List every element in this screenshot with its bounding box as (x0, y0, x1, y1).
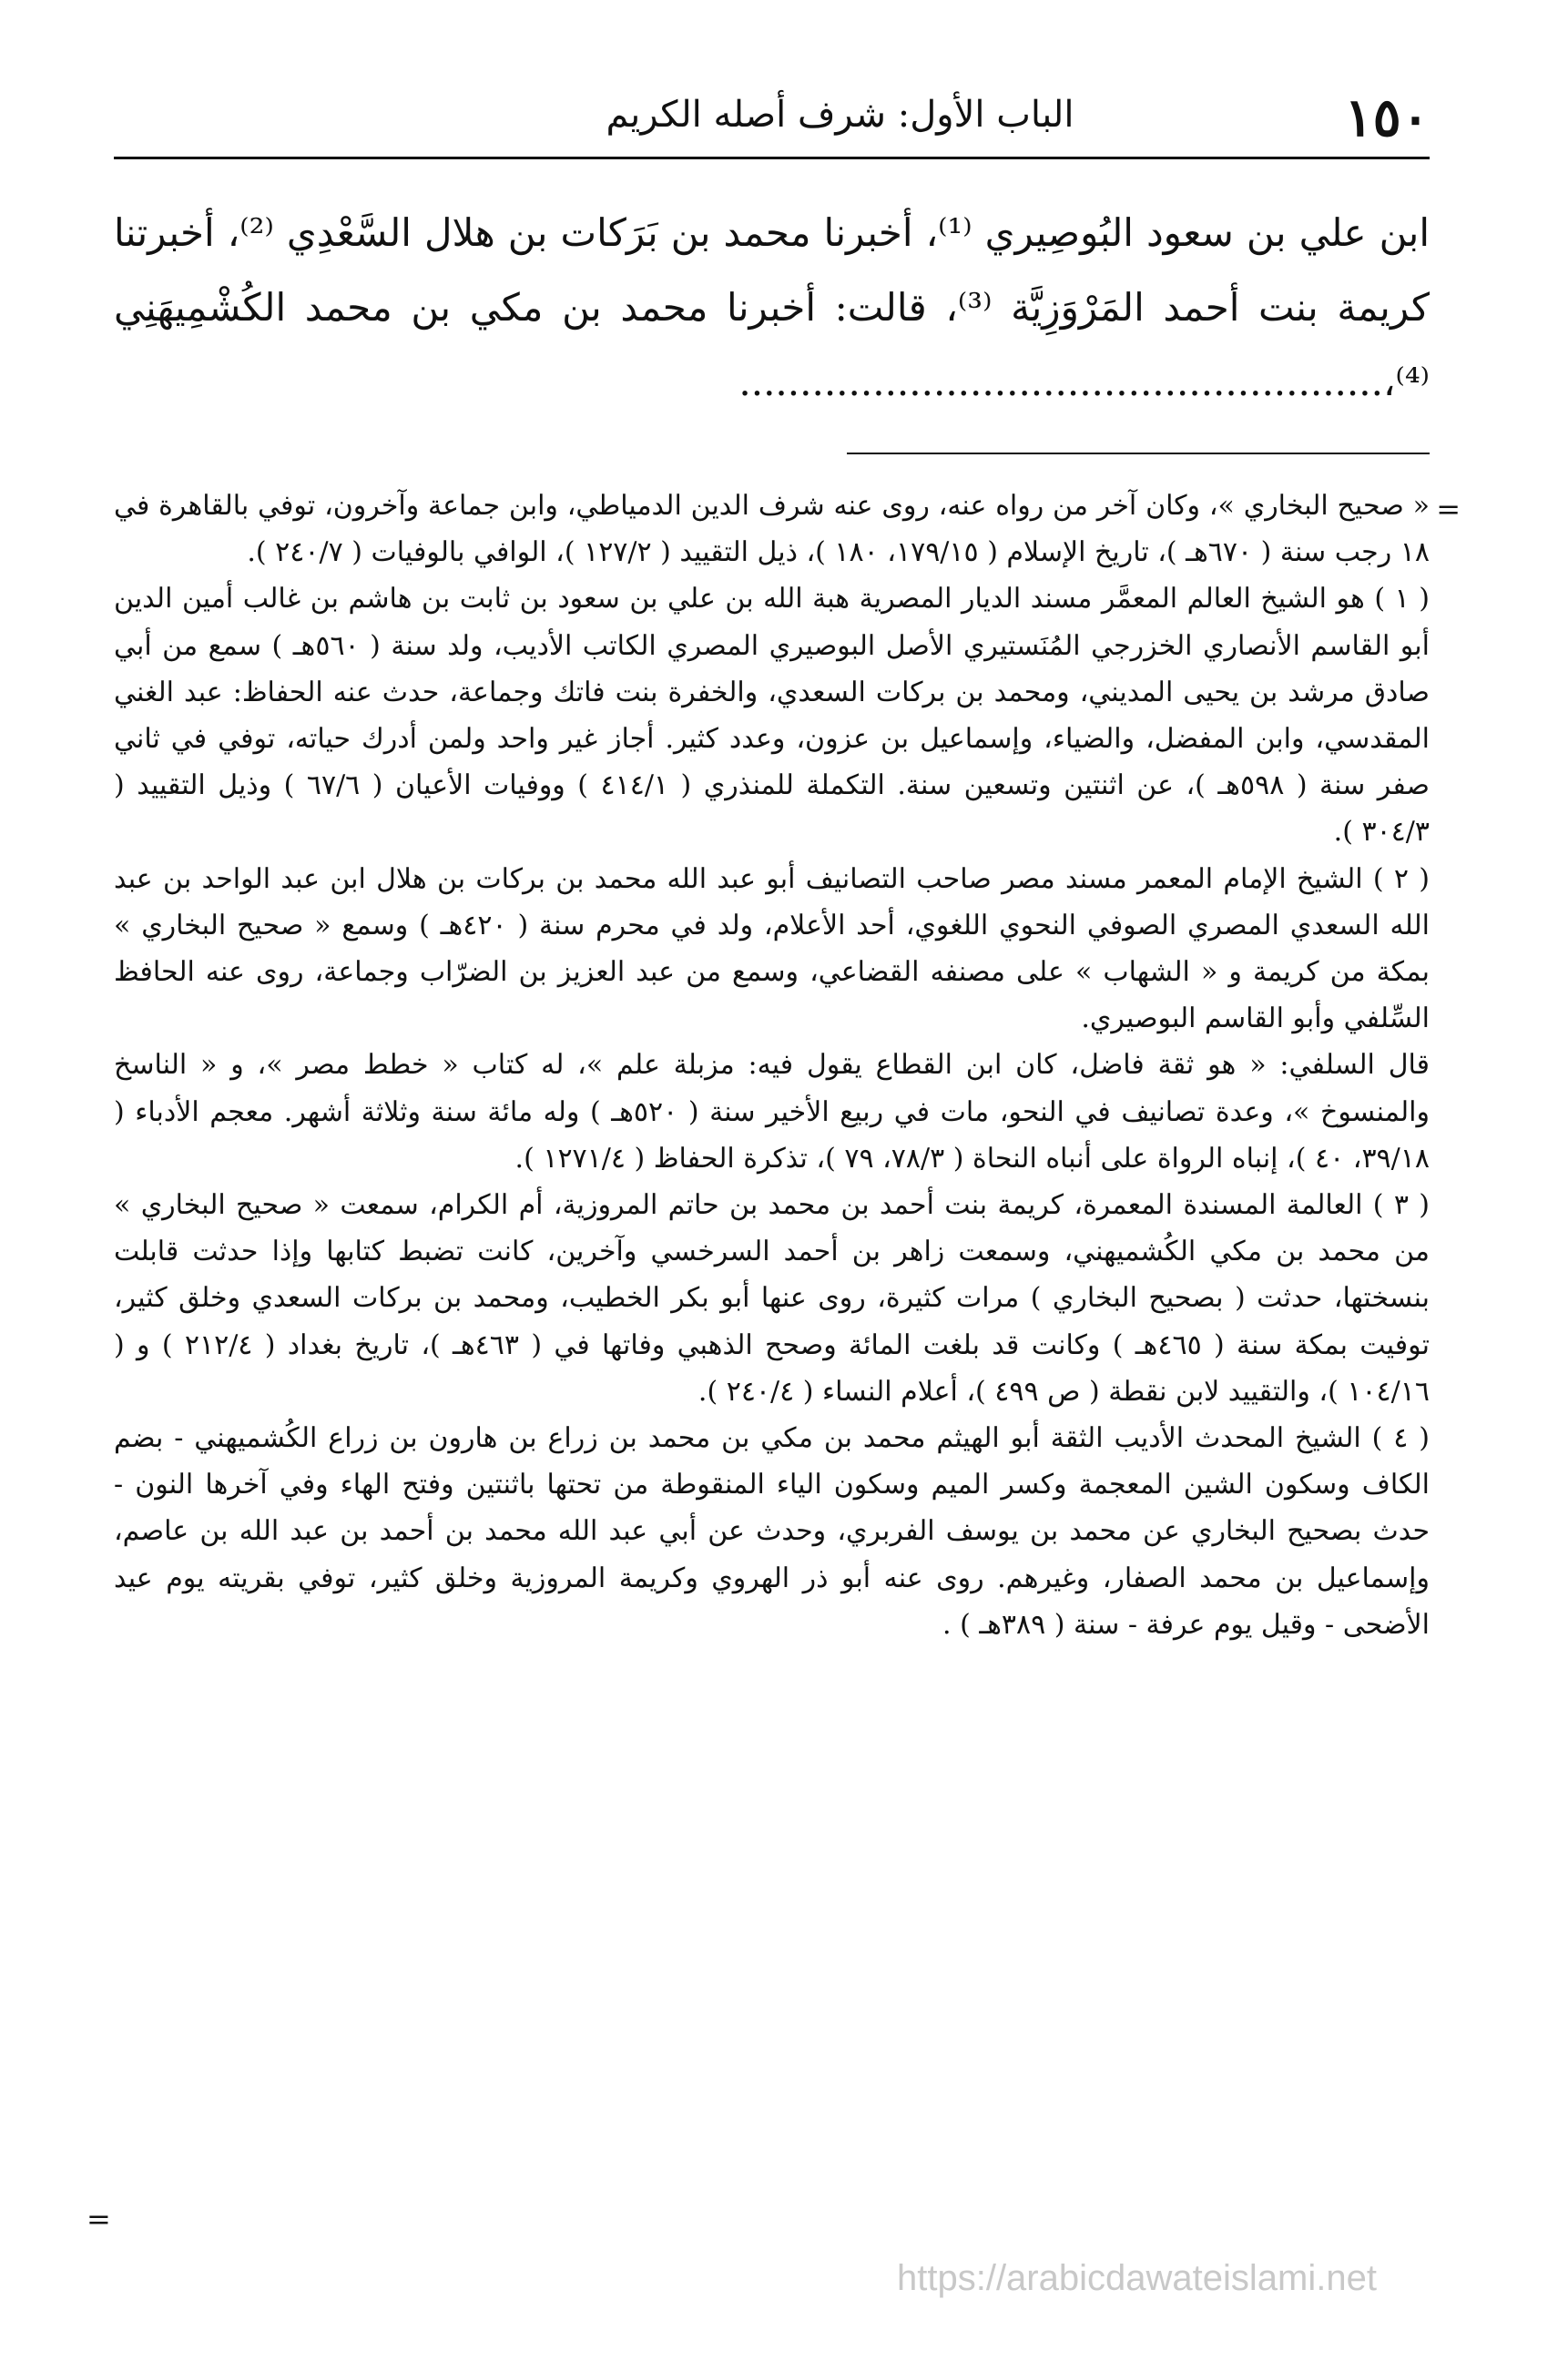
page-number: ١٥٠ (1344, 86, 1430, 148)
header-rule (114, 157, 1430, 159)
main-paragraph: ابن علي بن سعود البُوصِيري ⁽¹⁾، أخبرنا محمد بن بَرَكات بن هلال السَّعْدِي ⁽²⁾، أخبرتنا كريمة بنت أحمد المَرْوَزِيَّة ⁽³⁾، قالت: أخبرنا محمد بن مكي بن محمد الكُشْمِيهَنِي ⁽⁴⁾،..................................................... (114, 210, 1431, 404)
watermark-url: https://arabicdawateislami.net (897, 2258, 1377, 2298)
footnote-separator (847, 453, 1430, 454)
main-text (114, 196, 1430, 420)
running-title: الباب الأول: شرف أصله الكريم (606, 94, 1074, 136)
footnote-2: ( ٢ ) الشيخ الإمام المعمر مسند مصر صاحب التصانيف أبو عبد الله محمد بن بركات بن هلال ابن عبد الواحد بن عبد الله السعدي المصري الصوفي النحوي اللغوي، أحد الأعلام، ولد في محرم سنة ( ٤٢٠هـ ) وسمع « صحيح البخاري » بمكة من كريمة و « الشهاب » على مصنفه القضاعي، وسمع من عبد العزيز بن الضرّاب وجماعة، روى عنه الحافظ السِّلفي وأبو القاسم البوصيري. (114, 862, 1430, 1035)
footnote-2-continued: قال السلفي: « هو ثقة فاضل، كان ابن القطاع يقول فيه: مزبلة علم »، له كتاب « خطط مصر »، و « الناسخ والمنسوخ »، وعدة تصانيف في النحو، مات في ربيع الأخير سنة ( ٥٢٠هـ ) وله مائة سنة وثلاثة أشهر. معجم الأدباء ( ٣٩/١٨، ٤٠ )، إنباه الرواة على أنباه النحاة ( ٧٨/٣، ٧٩ )، تذكرة الحفاظ ( ١٢٧١/٤ ). (114, 1049, 1430, 1175)
footnote-continuation: « صحيح البخاري »، وكان آخر من رواه عنه، روى عنه شرف الدين الدمياطي، وابن جماعة وآخرون، توفي بالقاهرة في ١٨ رجب سنة ( ٦٧٠هـ )، تاريخ الإسلام ( ١٧٩/١٥، ١٨٠ )، ذيل التقييد ( ١٢٧/٢ )، الوافي بالوفيات ( ٢٤٠/٧ ). (114, 490, 1430, 569)
footnote-4: ( ٤ ) الشيخ المحدث الأديب الثقة أبو الهيثم محمد بن مكي بن محمد بن زراع بن هارون بن زراع الكُشميهني - بضم الكاف وسكون الشين المعجمة وكسر الميم وسكون الياء المنقوطة من تحتها باثنتين وفتح الهاء وفي آخرها النون - حدث بصحيح البخاري عن محمد بن يوسف الفربري، وحدث عن أبي عبد الله محمد بن أحمد بن عبد الله بن عاصم، وإسماعيل بن محمد الصفار، وغيرهم. روى عنه أبو ذر الهروي وكريمة المروزية وخلق كثير، توفي بقريته يوم عيد الأضحى - وقيل يوم عرفة - سنة ( ٣٨٩هـ ) . (114, 1422, 1430, 1641)
continues-marker: = (87, 2202, 111, 2236)
page-header (114, 86, 1430, 159)
footnote-1: ( ١ ) هو الشيخ العالم المعمَّر مسند الديار المصرية هبة الله بن علي بن سعود بن ثابت بن هاشم بن غالب أمين الدين أبو القاسم الأنصاري الخزرجي المُنَستيري الأصل البوصيري المصري الكاتب الأديب، ولد سنة ( ٥٦٠هـ ) سمع من أبي صادق مرشد بن يحيى المديني، ومحمد بن بركات السعدي، والخفرة بنت فاتك وجماعة، حدث عنه الحفاظ: عبد الغني المقدسي، وابن المفضل، والضياء، وإسماعيل بن عزون، وعدد كثير. أجاز غير واحد ولمن أدرك حياته، توفي في ثاني صفر سنة ( ٥٩٨هـ )، عن اثنتين وتسعين سنة. التكملة للمنذري ( ٤١٤/١ ) ووفيات الأعيان ( ٦٧/٦ ) وذيل التقييد ( ٣٠٤/٣ ). (114, 583, 1431, 849)
footnotes (114, 483, 1430, 1648)
continuation-marker: = (1436, 492, 1461, 526)
footnote-3: ( ٣ ) العالمة المسندة المعمرة، كريمة بنت أحمد بن محمد بن حاتم المروزية، أم الكرام، سمعت « صحيح البخاري » من محمد بن مكي الكُشميهني، وسمعت زاهر بن أحمد السرخسي وآخرين، كانت تضبط كتابها وإذا حدثت قابلت بنسختها، حدثت ( بصحيح البخاري ) مرات كثيرة، روى عنها أبو بكر الخطيب، ومحمد بن بركات السعدي وخلق كثير، توفيت بمكة سنة ( ٤٦٥هـ ) وكانت قد بلغت المائة وصحح الذهبي وفاتها في ( ٤٦٣هـ )، تاريخ بغداد ( ٢١٢/٤ ) و ( ١٠٤/١٦ )، والتقييد لابن نقطة ( ص ٤٩٩ )، أعلام النساء ( ٢٤٠/٤ ). (114, 1189, 1430, 1408)
